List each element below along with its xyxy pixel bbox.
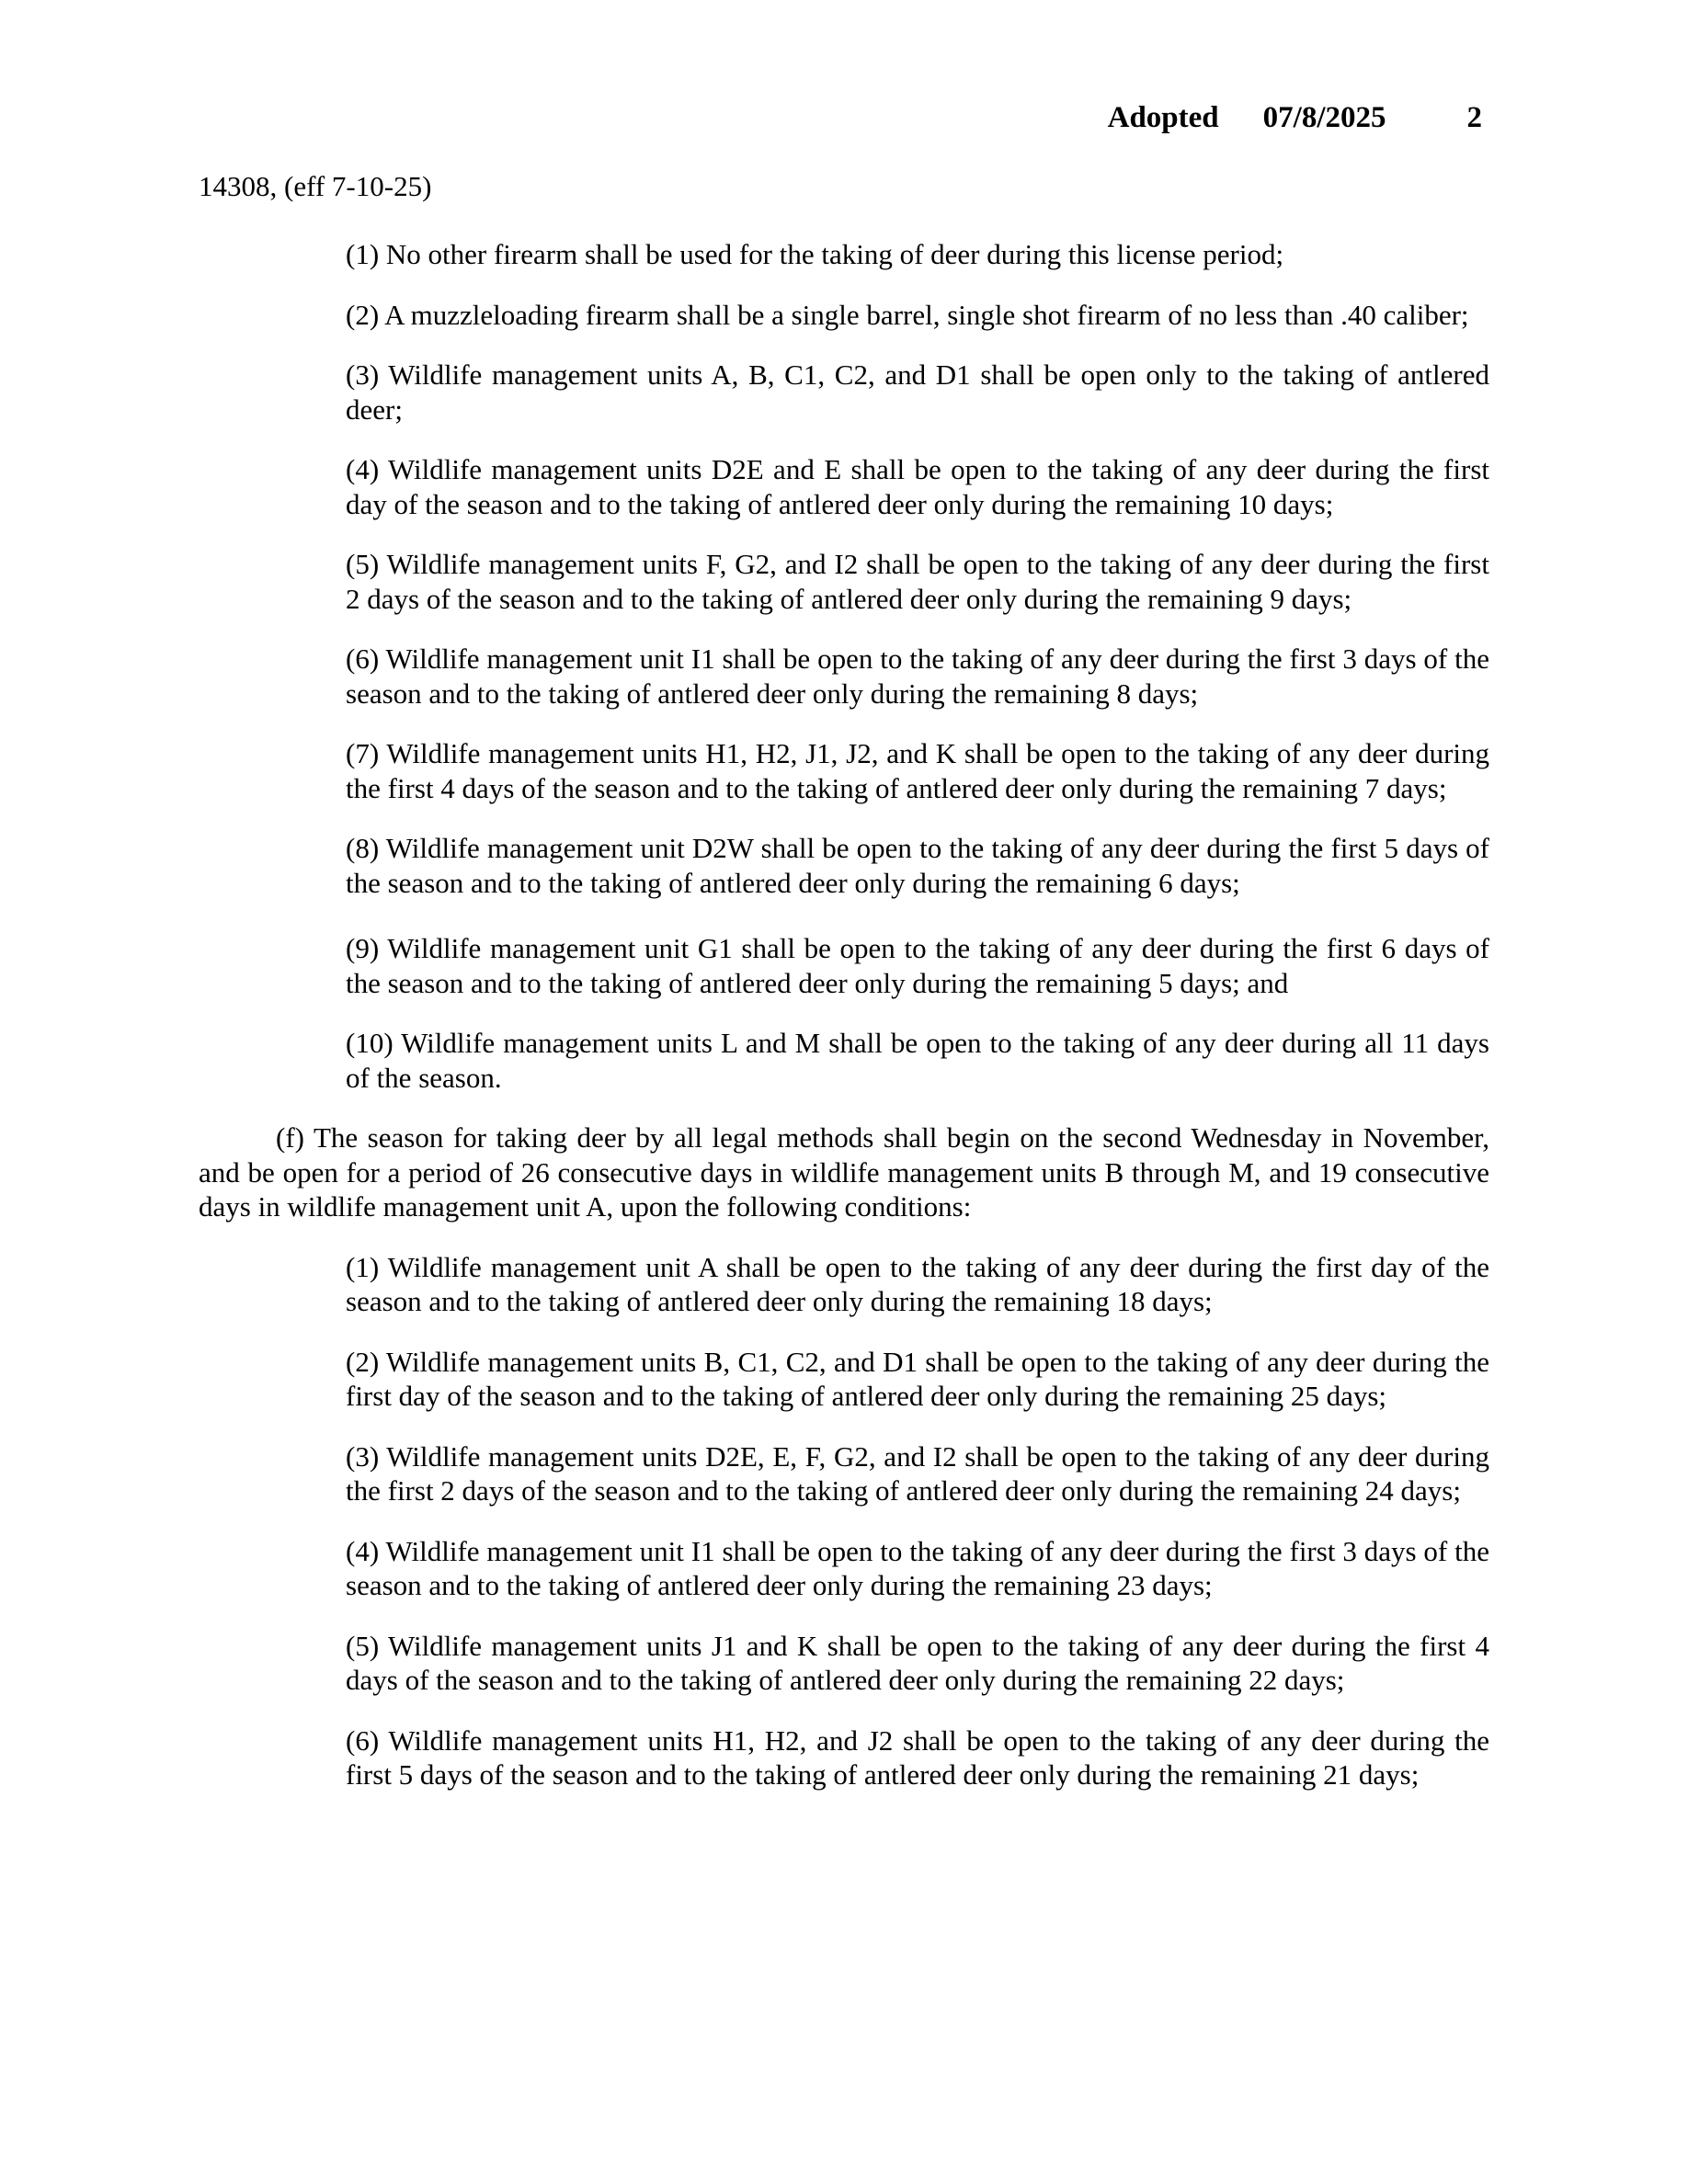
section-e-item-8: (8) Wildlife management unit D2W shall be open to the taking of any deer during the first 5 days of the season and to the taking of antlered deer only during the remaining 6 days; xyxy=(346,832,1489,899)
section-e-item-4: (4) Wildlife management units D2E and E shall be open to the taking of any deer during the first day of the season and to the taking of antlered deer only during the remaining 10 days; xyxy=(346,453,1489,520)
section-e-item-3: (3) Wildlife management units A, B, C1, C2, and D1 shall be open only to the taking of antlered deer; xyxy=(346,358,1489,426)
source-citation: 14308, (eff 7-10-25) xyxy=(199,170,432,202)
page-number: 2 xyxy=(1466,101,1482,134)
section-e-item-10: (10) Wildlife management units L and M shall be open to the taking of any deer during all 11 days of the season. xyxy=(346,1027,1489,1094)
section-e-item-7: (7) Wildlife management units H1, H2, J1, J2, and K shall be open to the taking of any deer during the first 4 days of the season and to the taking of antlered deer only during the remaining 7 days; xyxy=(346,737,1489,804)
document-body xyxy=(199,237,1489,1818)
section-f-item-3: (3) Wildlife management units D2E, E, F, G2, and I2 shall be open to the taking of any deer during the first 2 days of the season and to the taking of antlered deer only during the remaining 24 days; xyxy=(346,1439,1489,1507)
section-f-item-5: (5) Wildlife management units J1 and K shall be open to the taking of any deer during the first 4 days of the season and to the taking of antlered deer only during the remaining 22 days; xyxy=(346,1629,1489,1696)
section-f-intro: (f) The season for taking deer by all legal methods shall begin on the second Wednesday in November, and be open for a period of 26 consecutive days in wildlife management units B through M, and 19 consecutive days in wildlife management unit A, upon the following conditions: xyxy=(199,1121,1489,1223)
section-e-item-2: (2) A muzzleloading firearm shall be a single barrel, single shot firearm of no less than .40 caliber; xyxy=(346,298,1469,331)
section-e-item-9: (9) Wildlife management unit G1 shall be open to the taking of any deer during the first 6 days of the season and to the taking of antlered deer only during the remaining 5 days; and xyxy=(346,932,1489,999)
section-f-item-4: (4) Wildlife management unit I1 shall be open to the taking of any deer during the first 3 days of the season and to the taking of antlered deer only during the remaining 23 days; xyxy=(346,1534,1489,1601)
section-e-item-6: (6) Wildlife management unit I1 shall be open to the taking of any deer during the first 3 days of the season and to the taking of antlered deer only during the remaining 8 days; xyxy=(346,643,1489,710)
section-f-item-2: (2) Wildlife management units B, C1, C2, and D1 shall be open to the taking of any deer during the first day of the season and to the taking of antlered deer only during the remaining 25 days; xyxy=(346,1345,1489,1412)
section-f-item-6: (6) Wildlife management units H1, H2, and J2 shall be open to the taking of any deer during the first 5 days of the season and to the taking of antlered deer only during the remaining 21 days; xyxy=(346,1723,1489,1791)
section-e-item-5: (5) Wildlife management units F, G2, and I2 shall be open to the taking of any deer during the first 2 days of the season and to the taking of antlered deer only during the remaining 9 days; xyxy=(346,548,1489,615)
adopted-date: 07/8/2025 xyxy=(1262,101,1386,134)
section-f-item-1: (1) Wildlife management unit A shall be open to the taking of any deer during the first day of the season and to the taking of antlered deer only during the remaining 18 days; xyxy=(346,1250,1489,1317)
adopted-status: Adopted xyxy=(1107,101,1219,134)
section-e-item-1: (1) No other firearm shall be used for the taking of deer during this license period; xyxy=(346,238,1284,270)
page-header xyxy=(1108,99,1482,136)
